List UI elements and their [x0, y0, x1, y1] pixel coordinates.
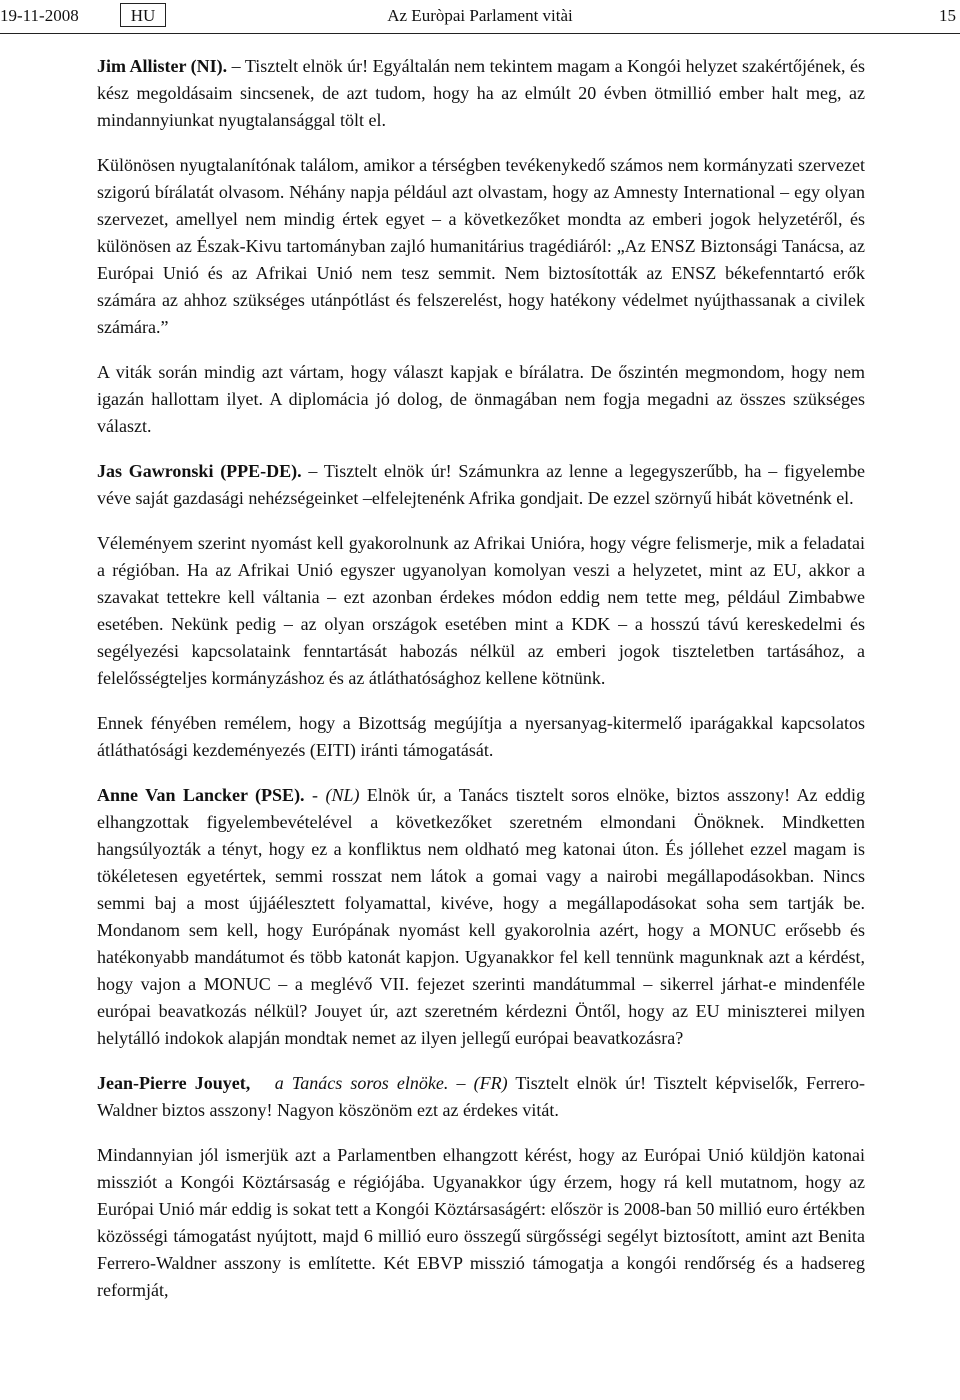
paragraph-text: Véleményem szerint nyomást kell gyakorolnunk az Afrikai Unióra, hogy végre felismerje, mik a feladatai a régióban. Ha az Afrikai Unió egyszer ugyanolyan komolyan veszi a helyzetet, mint az EU, akkor a szavakat tettekre kell váltania – ezt azonban érdekes módon eddig nem tette meg, például Zimbabwe esetében. Nekünk pedig – az olyan országok esetében mint a KDK – a hosszú távú kereskedelmi és segélyezési kapcsolataink fenntartását habozás nélkül az emberi jogok tiszteletben tartásához, a felelősségteljes kormányzáshoz és az átláthatósághoz kellene kötnünk.	[97, 533, 865, 688]
speaker-name: Anne Van Lancker (PSE).	[97, 785, 305, 805]
paragraph	[97, 359, 865, 440]
header-date: 19-11-2008	[0, 6, 79, 25]
paragraph-text: – Tisztelt elnök úr! Számunkra az lenne a legegyszerűbb, ha – figyelembe véve saját gazdasági nehézségeinket –elfelejtenénk Afrika gondjait. De ezzel szörnyű hibát követnénk el.	[97, 461, 865, 508]
page-header	[0, 0, 960, 34]
paragraph	[97, 530, 865, 692]
speaker-name: Jas Gawronski (PPE-DE).	[97, 461, 302, 481]
speaker-name: Jean-Pierre Jouyet,	[97, 1073, 251, 1093]
paragraph-text: Ennek fényében remélem, hogy a Bizottság megújítja a nyersanyag-kitermelő iparágakkal kapcsolatos átláthatósági kezdeményezés (EITI) iránti támogatását.	[97, 713, 865, 760]
paragraph-text: Különösen nyugtalanítónak találom, amikor a térségben tevékenykedő számos nem kormányzati szervezet szigorú bírálatát olvasom. Néhány napja például azt olvastam, hogy az Amnesty International – egy olyan szervezet, amellyel nem mindig értek egyet – a következőket mondta az emberi jogok helyzetéről, és különösen az Észak-Kivu tartományban zajló humanitárius tragédiáról: „Az ENSZ Biztonsági Tanácsa, az Európai Unió és az Afrikai Unió nem tesz semmit. Nem biztosították az ENSZ békefenntartó erők számára az ahhoz szükséges utánpótlást és felszerelést, hogy hatékony védelmet nyújthassanak a civilek számára.”	[97, 155, 865, 337]
page-number: 15	[939, 6, 956, 25]
header-title: Az Euròpai Parlament vitài	[387, 6, 573, 25]
language-badge: HU	[120, 3, 166, 27]
paragraph	[97, 782, 865, 1052]
paragraph	[97, 1070, 865, 1124]
speaker-role: a Tanács soros elnöke. – (FR)	[250, 1073, 508, 1093]
paragraph	[97, 710, 865, 764]
speaker-name: Jim Allister (NI).	[97, 56, 228, 76]
document-body	[97, 53, 865, 1304]
paragraph-text: Tisztelt elnök úr! Tisztelt képviselők, Ferrero-Waldner biztos asszony! Nagyon köszönöm ezt az érdekes vitát.	[97, 1073, 865, 1120]
paragraph-text: Mindannyian jól ismerjük azt a Parlamentben elhangzott kérést, hogy az Európai Unió küldjön katonai missziót a Kongói Köztársaság e régiójába. Ugyanakkor úgy érzem, hogy rá kell mutatnom, hogy az Európai Unió már eddig is sokat tett a Kongói Köztársaságért: először is 2008-ban 50 millió euro értékben közösségi támogatást nyújtott, majd 6 millió euro összegű sürgősségi segélyt biztosított, amint azt Benita Ferrero-Waldner asszony is említette. Két EBVP misszió támogatja a kongói rendőrség és a hadsereg reformját,	[97, 1145, 865, 1300]
paragraph	[97, 458, 865, 512]
speaker-role: - (NL)	[304, 785, 360, 805]
paragraph-text: A viták során mindig azt vártam, hogy választ kapjak e bírálatra. De őszintén megmondom, hogy nem igazán hallottam ilyet. A diplomácia jó dolog, de önmagában nem fogja megadni az összes szükséges választ.	[97, 362, 865, 436]
paragraph	[97, 1142, 865, 1304]
paragraph-text: Elnök úr, a Tanács tisztelt soros elnöke, biztos asszony! Az eddig elhangzottak figyelembevételével a következőket szeretném elmondani Önöknek. Mindketten hangsúlyozták a tényt, hogy ez a konfliktus nem oldható meg katonai úton. És jóllehet ezzel magam is tökéletesen egyetértek, semmi rosszat nem látok a gomai vagy a nairobi megállapodásokban. Nincs semmi baj a most újjáélesztett folyamattal, kivéve, hogy a megállapodásokat soha sem tartják be. Mondanom sem kell, hogy Európának nyomást kell gyakorolnia azért, hogy a MONUC erősebb és hatékonyabb mandátumot és több katonát kapjon. Ugyanakkor fel kell tennünk magunknak azt a kérdést, hogy vajon a MONUC – a meglévő VII. fejezet szerinti mandátummal – sikerrel járhat-e mindenféle európai beavatkozás nélkül? Jouyet úr, azt szeretném kérdezni Öntől, hogy az EU miniszterei milyen helytálló indokok alapján mondtak nemet az ilyen jellegű európai beavatkozásra?	[97, 785, 865, 1048]
paragraph	[97, 152, 865, 341]
paragraph	[97, 53, 865, 134]
paragraph-text: – Tisztelt elnök úr! Egyáltalán nem tekintem magam a Kongói helyzet szakértőjének, és kész megoldásaim sincsenek, de azt tudom, hogy ha az elmúlt 20 évben ötmillió ember halt meg, az mindannyiunkat nyugtalansággal tölt el.	[97, 56, 865, 130]
